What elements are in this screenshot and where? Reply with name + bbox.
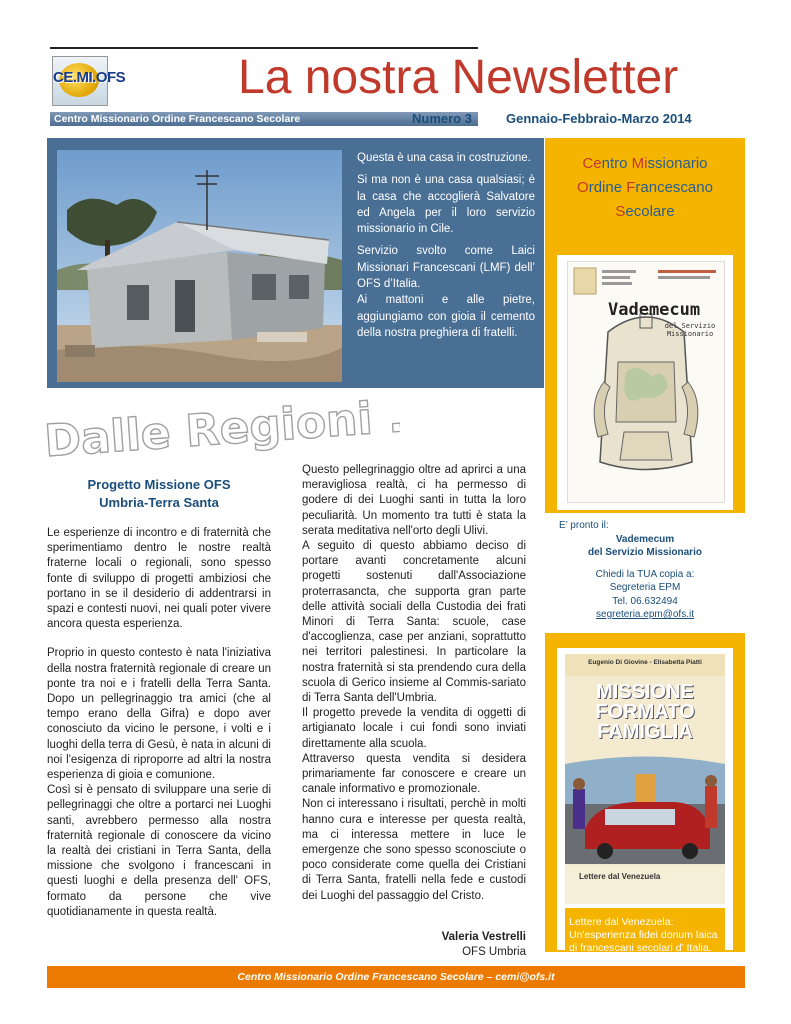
book-subtitle: Lettere dal Venezuela — [579, 872, 661, 881]
vademecum-cover-title: Vademecum — [608, 300, 701, 320]
cemiofs-logo — [52, 56, 126, 106]
vademecum-cover — [567, 261, 725, 503]
vademecum-ready-label: E’ pronto il: — [559, 520, 609, 531]
org-name: Centro Missionario Ordine Francescano Secolare — [54, 113, 301, 125]
section-title-dalle-regioni — [40, 392, 400, 467]
caption-paragraph: Si ma non è una casa qualsiasi; è la casa che accoglierà Salvatore ed Angela per il loro servizio missionario in Cile. — [357, 174, 535, 236]
vademecum-subtitle: del Servizio Missionario — [588, 547, 702, 558]
book-cover — [565, 654, 725, 904]
sidebar-title: Centro Missionario Ordine Francescano Secolare — [577, 155, 713, 220]
article-paragraph: Le esperienze di incontro e di fraternità che sperimentiamo dentro le nostre realtà fraterne locali o regionali, sono spesso fonte di sviluppo di progetti ambiziosi che portano in se il desiderio di addentrarsi in spazi e contesti nuovi, nei quali poter vivere ancora questa esperienza. — [47, 527, 271, 631]
article-paragraph: Non ci interessano i risultati, perchè in molti hanno cura e interesse per questa realtà, ma ci interessa mettere in luce le emergenze che sono spesso sconosciute o poco considerate come quella dei Cristiani di Terra Santa, fratelli nella fede e custodi dei Luoghi del passaggio del Cristo. — [302, 798, 526, 902]
book-title: MISSIONE FORMATO FAMIGLIA — [595, 681, 695, 743]
article-signature — [302, 930, 526, 960]
book-authors: Eugenio Di Giovine - Elisabetta Piatti — [588, 659, 702, 666]
article-paragraph: Attraverso questa vendita si desidera primariamente far conoscere e creare un canale informativo e promozionale. — [302, 752, 526, 796]
sidebar — [545, 138, 745, 952]
newsletter-title: La nostra Newsletter — [238, 51, 679, 104]
article-column-1 — [47, 526, 271, 934]
article-paragraph: Questo pellegrinaggio oltre ad aprirci a una meravigliosa realtà, ci ha permesso di godere di dei Luoghi santi in tutta la loro peculiarità. Un momento tra tutti è stata la serata meditativa nell'orto degli Ulivi. — [302, 464, 526, 537]
request-copy-label: Chiedi la TUA copia a: — [595, 568, 695, 580]
header-rule — [50, 47, 478, 49]
footer-bar — [47, 966, 745, 988]
issue-number: Numero 3 — [412, 111, 472, 126]
secretariat-name: Segreteria EPM — [609, 582, 681, 593]
issue-date: Gennaio-Febbraio-Marzo 2014 — [506, 111, 692, 126]
caption-paragraph: Questa è una casa in costruzione. — [357, 152, 531, 164]
article-column-2 — [302, 463, 526, 904]
caption-paragraph: Ai mattoni e alle pietre, aggiungiamo con gioia il cemento della nostra preghiera di fratelli. — [357, 294, 535, 339]
feature-photo-box — [47, 138, 544, 388]
secretariat-phone: Tel. 06.632494 — [612, 595, 678, 607]
author-org: OFS Umbria — [462, 946, 526, 958]
section-title-text: Dalle Regioni ... — [42, 392, 400, 462]
book-caption: Lettere dal Venezuela: Un'esperienza fidei donum laica di francescani secolari d’ Italia. — [565, 908, 725, 950]
article-title: Progetto Missione OFS Umbria-Terra Santa — [87, 477, 231, 510]
vademecum-cover-subtitle: del Servizio Missionario — [664, 322, 716, 338]
caption-paragraph: Servizio svolto come Laici Missionari Francescani (LMF) dell’ OFS d’Italia. — [357, 245, 535, 291]
article-paragraph: Il progetto prevede la vendita di oggetti di artigianato locale i cui fondi sono inviati direttamente alla scuola. — [302, 707, 526, 750]
logo-text: CE.MI.OFS — [53, 69, 126, 86]
footer-text: Centro Missionario Ordine Francescano Secolare – cemi@ofs.it — [237, 971, 555, 983]
photo-caption — [357, 150, 535, 347]
article-paragraph: A seguito di questo abbiamo deciso di portare avanti concretamente alcuni progetti sostenuti dall'Associazione proterrasancta, che supporta gran parte delle attività sociali della Custodia dei frati Minori di Terra Santa: scuole, case d'accoglienza, case per anziani, soprattutto nei territori palestinesi. In particolare la nostra fraternità si sta prendendo cura della scuola di Gerico insieme al Commis-sariato di Terra Santa dell'Umbria. — [302, 540, 526, 705]
author-name: Valeria Vestrelli — [441, 931, 526, 943]
vademecum-name: Vademecum — [615, 533, 675, 545]
secretariat-email-link[interactable]: segreteria.epm@ofs.it — [596, 609, 694, 620]
book-box — [557, 648, 733, 954]
vademecum-info — [545, 513, 745, 633]
article-paragraph: Proprio in questo contesto è nata l'iniziativa della nostra fraternità regionale di creare un ponte tra noi e i fratelli della Terra Santa. Dopo un pellegrinaggio tra amici (che al tempo erano della Gifra) e dopo aver conosciuto da vicino le persone, i volti e i luoghi della terra di Gesù, è nata in alcuni di noi l'esigenza di riproporre ad altri la nostra esperienza di gioia e comunione. — [47, 647, 271, 782]
house-construction-photo — [57, 150, 342, 382]
article-paragraph: Così si è pensato di sviluppare una serie di pellegrinaggi che oltre a portarci nei Luoghi santi, avrebbero permesso alla nostra fraternità regionale di conoscere da vicino la realtà dei cristiani in Terra Santa, della missione che svolgono i francescani in questi luoghi e della presenza dell' OFS, formato da persone che vive quotidianamente in questa realtà. — [47, 784, 271, 918]
vademecum-cover-box — [557, 255, 733, 510]
